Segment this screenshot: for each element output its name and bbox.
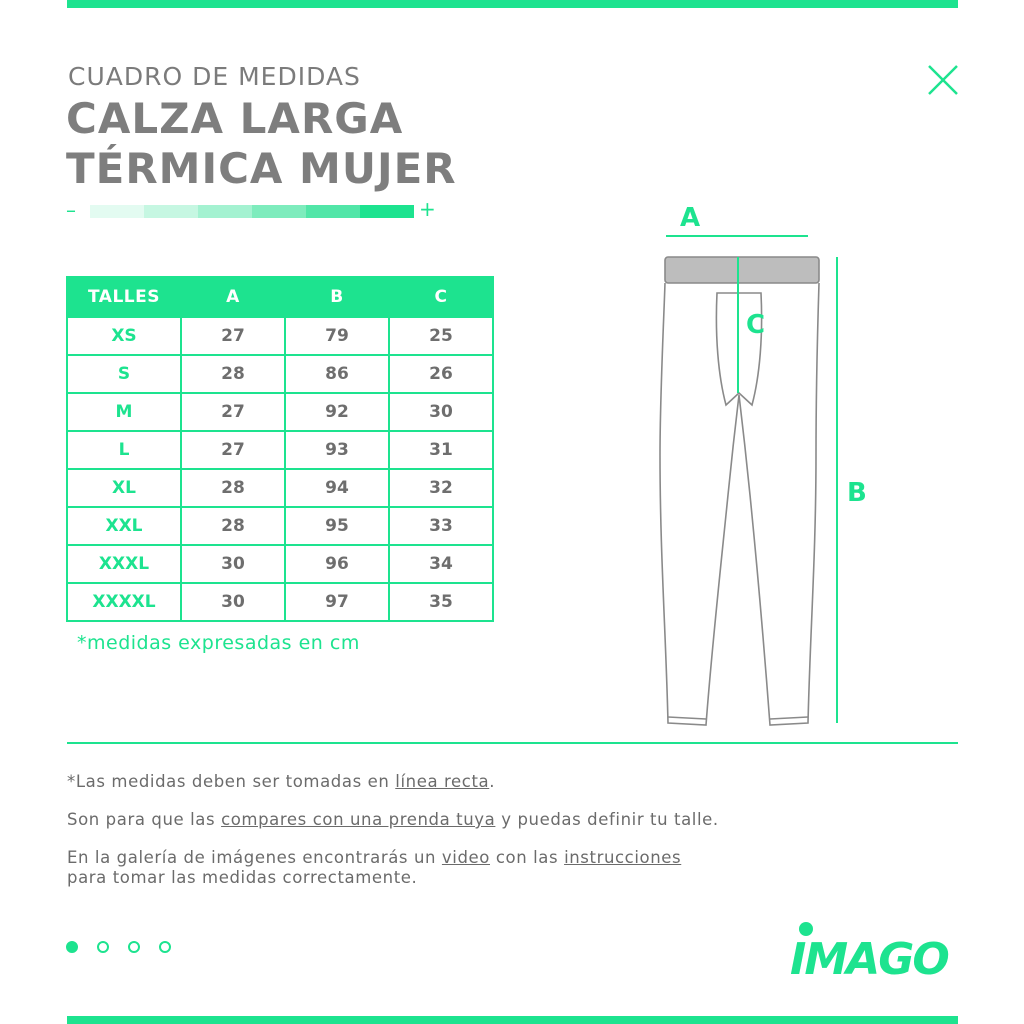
value-cell-b: 79 — [285, 317, 389, 355]
table-row — [67, 469, 493, 507]
value-cell-c: 31 — [389, 431, 493, 469]
value-cell-a: 28 — [181, 507, 285, 545]
value-cell-b: 86 — [285, 355, 389, 393]
label-c: C — [746, 310, 766, 340]
value-cell-a: 27 — [181, 393, 285, 431]
section-divider — [67, 742, 958, 744]
size-cell: XL — [67, 469, 181, 507]
value-cell-a: 28 — [181, 355, 285, 393]
scale-segment — [90, 205, 144, 218]
carousel-dot-1[interactable] — [66, 941, 78, 953]
value-cell-a: 30 — [181, 583, 285, 621]
carousel-pagination — [66, 941, 176, 955]
size-cell: S — [67, 355, 181, 393]
value-cell-b: 93 — [285, 431, 389, 469]
carousel-dot-2[interactable] — [97, 941, 109, 953]
size-cell: XS — [67, 317, 181, 355]
value-cell-b: 96 — [285, 545, 389, 583]
table-row — [67, 583, 493, 621]
info-line-1-text: *Las medidas deben ser tomadas en — [67, 772, 396, 791]
close-icon[interactable] — [926, 63, 960, 97]
size-cell: XXXXL — [67, 583, 181, 621]
value-cell-c: 33 — [389, 507, 493, 545]
scale-segment — [198, 205, 252, 218]
carousel-dot-4[interactable] — [159, 941, 171, 953]
leggings-diagram — [640, 195, 900, 740]
value-cell-a: 27 — [181, 317, 285, 355]
table-row — [67, 431, 493, 469]
value-cell-a: 27 — [181, 431, 285, 469]
instructions-link[interactable]: instrucciones — [564, 848, 682, 867]
info-line-2-text: Son para que las — [67, 810, 222, 829]
value-cell-b: 92 — [285, 393, 389, 431]
carousel-dot-3[interactable] — [128, 941, 140, 953]
value-cell-a: 30 — [181, 545, 285, 583]
value-cell-b: 95 — [285, 507, 389, 545]
page-subtitle: CUADRO DE MEDIDAS — [68, 62, 361, 91]
label-b: B — [847, 478, 867, 508]
header-a: A — [181, 277, 285, 317]
top-accent-bar — [67, 0, 958, 8]
bottom-accent-bar — [67, 1016, 958, 1024]
logo-text: IMAGO — [790, 934, 948, 980]
linea-recta-link[interactable]: línea recta — [395, 772, 490, 791]
waistband — [665, 257, 819, 283]
value-cell-a: 28 — [181, 469, 285, 507]
header-c: C — [389, 277, 493, 317]
table-header-row — [67, 277, 493, 317]
value-cell-b: 97 — [285, 583, 389, 621]
units-note: *medidas expresadas en cm — [77, 632, 360, 654]
header-talles: TALLES — [67, 277, 181, 317]
size-cell: XXL — [67, 507, 181, 545]
page-title — [66, 94, 457, 194]
header-b: B — [285, 277, 389, 317]
size-table — [66, 276, 494, 622]
table-row — [67, 545, 493, 583]
title-line-2: TÉRMICA MUJER — [66, 144, 457, 193]
info-line-3 — [67, 848, 681, 868]
table-row — [67, 355, 493, 393]
size-cell: L — [67, 431, 181, 469]
scale-segment — [144, 205, 198, 218]
info-line-2-end: y puedas definir tu talle. — [495, 810, 719, 829]
info-line-3-mid: con las — [490, 848, 565, 867]
value-cell-c: 34 — [389, 545, 493, 583]
table-row — [67, 393, 493, 431]
scale-plus-label: + — [419, 197, 436, 221]
value-cell-c: 35 — [389, 583, 493, 621]
value-cell-c: 30 — [389, 393, 493, 431]
title-line-1: CALZA LARGA — [66, 94, 404, 143]
size-cell: XXXL — [67, 545, 181, 583]
scale-segment — [360, 205, 414, 218]
imago-logo — [788, 920, 960, 980]
leggings-outline — [660, 257, 819, 725]
size-cell: M — [67, 393, 181, 431]
compare-garment-link[interactable]: compares con una prenda tuya — [221, 810, 496, 829]
intensity-scale — [66, 197, 446, 222]
info-line-4: para tomar las medidas correctamente. — [67, 868, 418, 887]
value-cell-c: 32 — [389, 469, 493, 507]
table-row — [67, 317, 493, 355]
label-a: A — [680, 203, 701, 233]
scale-minus-label: – — [66, 198, 76, 222]
table-row — [67, 507, 493, 545]
value-cell-b: 94 — [285, 469, 389, 507]
info-line-2 — [67, 810, 719, 830]
info-line-3-text: En la galería de imágenes encontrarás un — [67, 848, 442, 867]
scale-segment — [252, 205, 306, 218]
value-cell-c: 25 — [389, 317, 493, 355]
info-line-1-end: . — [489, 772, 496, 791]
info-line-1 — [67, 772, 495, 792]
value-cell-c: 26 — [389, 355, 493, 393]
scale-segment — [306, 205, 360, 218]
video-link[interactable]: video — [441, 848, 490, 867]
